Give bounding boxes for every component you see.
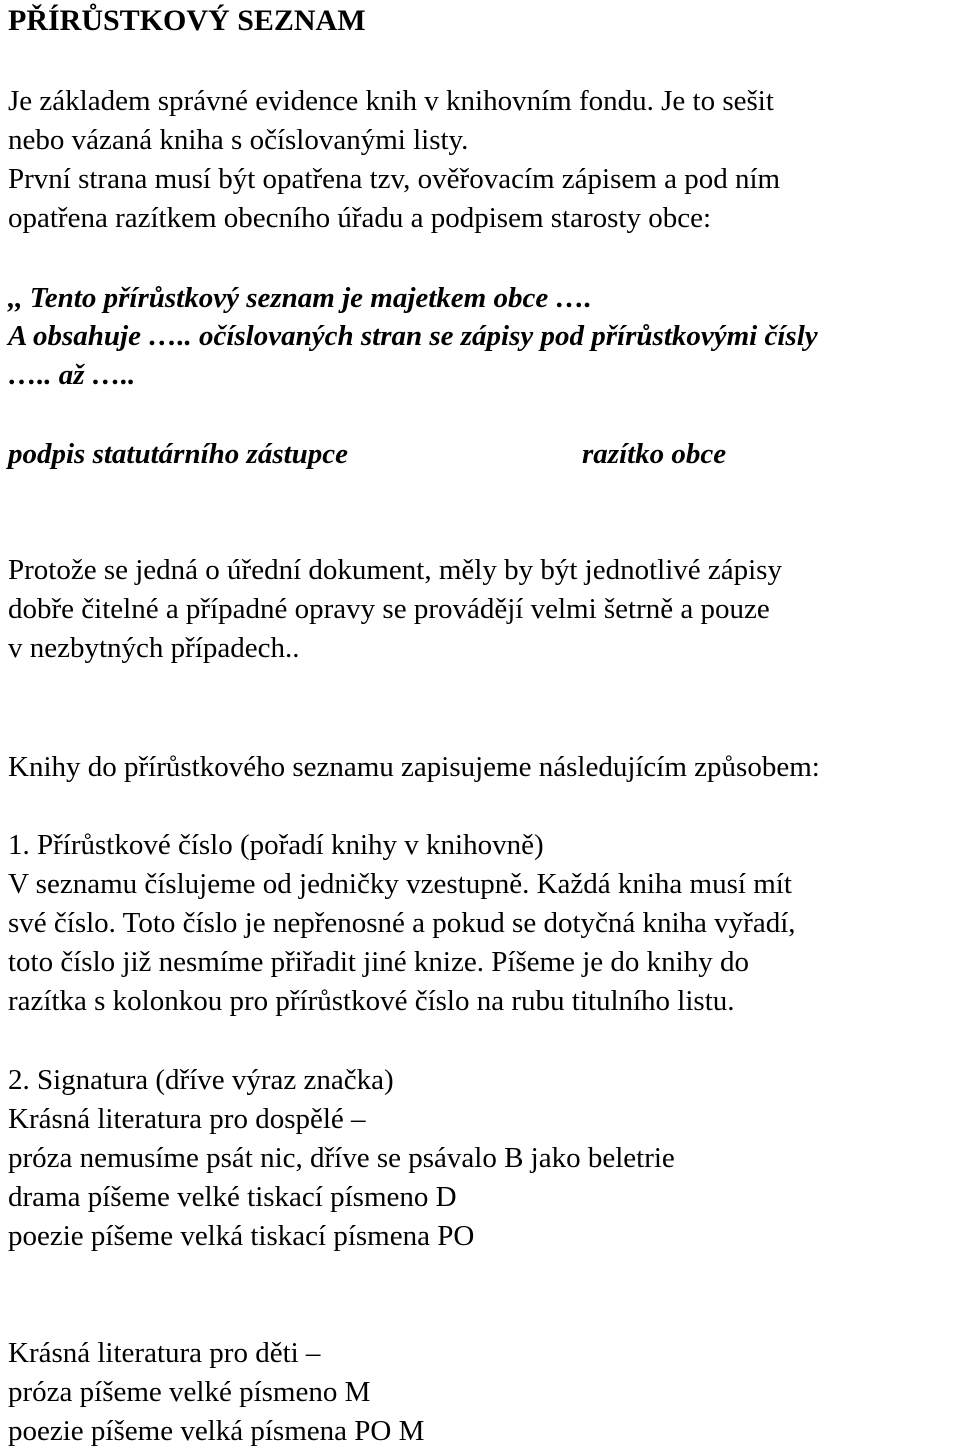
item1-line: razítka s kolonkou pro přírůstkové číslo na rubu titulního listu. — [8, 985, 735, 1017]
item2-line: Krásná literatura pro dospělé – — [8, 1103, 366, 1135]
official-line: dobře čitelné a případné opravy se provádějí velmi šetrně a pouze — [8, 593, 770, 625]
signature-label: podpis statutárního zástupce — [8, 438, 349, 470]
intro-line: Je základem správné evidence knih v knihovním fondu. Je to sešit — [8, 85, 774, 117]
intro-line: opatřena razítkem obecního úřadu a podpisem starosty obce: — [8, 202, 712, 234]
verification-line: A obsahuje ….. očíslovaných stran se zápisy pod přírůstkovými čísly — [8, 320, 818, 352]
children-heading: Krásná literatura pro děti – — [8, 1337, 321, 1369]
page-title: PŘÍRŮSTKOVÝ SEZNAM — [8, 4, 366, 37]
item1-line: V seznamu číslujeme od jedničky vzestupně. Každá kniha musí mít — [8, 868, 792, 900]
official-line: v nezbytných případech.. — [8, 632, 300, 664]
howto-line: Knihy do přírůstkového seznamu zapisujeme následujícím způsobem: — [8, 751, 820, 783]
item1-line: své číslo. Toto číslo je nepřenosné a pokud se dotyčná kniha vyřadí, — [8, 907, 796, 939]
verification-line: ,, Tento přírůstkový seznam je majetkem obce …. — [8, 282, 592, 314]
children-line: próza píšeme velké písmeno M — [8, 1376, 371, 1408]
item2-line: poezie píšeme velká tiskací písmena PO — [8, 1220, 475, 1252]
item2-line: próza nemusíme psát nic, dříve se psávalo B jako beletrie — [8, 1142, 675, 1174]
intro-line: První strana musí být opatřena tzv, ověřovacím zápisem a pod ním — [8, 163, 781, 195]
item1-line: toto číslo již nesmíme přiřadit jiné knize. Píšeme je do knihy do — [8, 946, 749, 978]
official-line: Protože se jedná o úřední dokument, měly by být jednotlivé zápisy — [8, 554, 782, 586]
children-line: poezie píšeme velká písmena PO M — [8, 1415, 425, 1447]
item1-heading: 1. Přírůstkové číslo (pořadí knihy v knihovně) — [8, 829, 544, 861]
item2-heading: 2. Signatura (dříve výraz značka) — [8, 1064, 394, 1096]
item2-line: drama píšeme velké tiskací písmeno D — [8, 1181, 457, 1213]
verification-line: ….. až ….. — [8, 359, 136, 391]
intro-line: nebo vázaná kniha s očíslovanými listy. — [8, 124, 469, 156]
stamp-label: razítko obce — [582, 438, 727, 470]
